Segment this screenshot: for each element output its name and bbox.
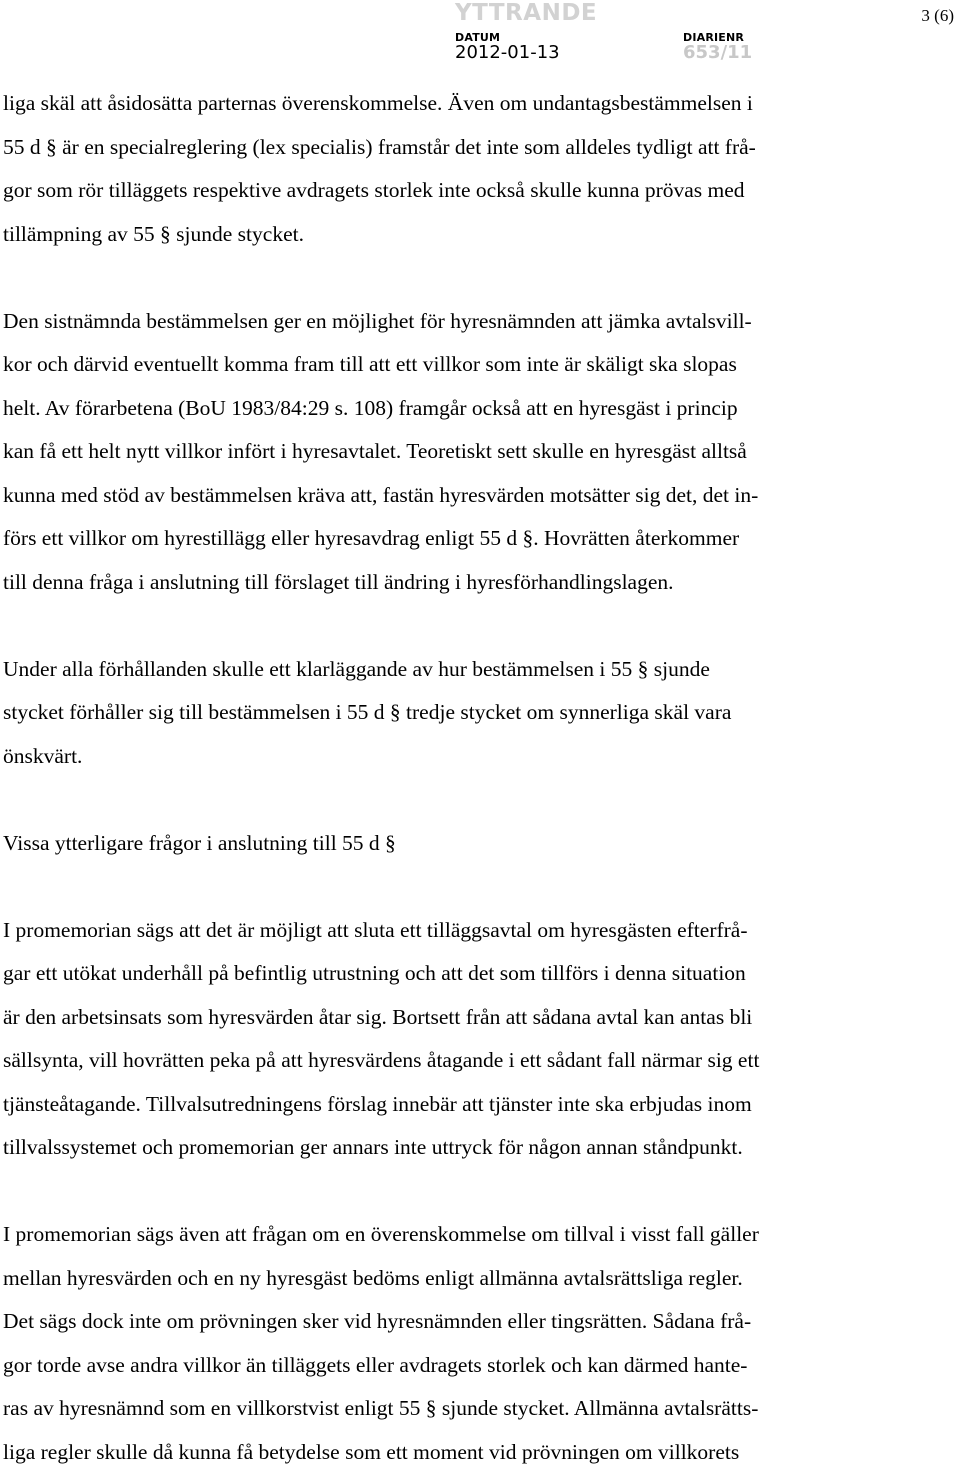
text-line: I promemorian sägs även att frågan om en överenskommelse om tillval i visst fall gäller xyxy=(3,1222,759,1246)
text-line: önskvärt. xyxy=(3,743,83,768)
paragraph xyxy=(3,648,923,779)
text-line: tjänsteåtagande. Tillvalsutredningens förslag innebär att tjänster inte ska erbjudas inom xyxy=(3,1091,752,1116)
section-heading xyxy=(3,822,923,866)
diarienr-label: DIARIENR xyxy=(683,31,745,44)
paragraph-gap xyxy=(3,604,923,648)
text-line: 55 d § är en specialreglering (lex specialis) framstår det inte som alldeles tydligt att frå- xyxy=(3,134,756,159)
text-line: liga skäl att åsidosätta parternas överenskommelse. Även om undantagsbestämmelsen i xyxy=(3,91,753,115)
paragraph-gap xyxy=(3,256,923,300)
text-line: sällsynta, vill hovrätten peka på att hyresvärdens åtagande i ett sådant fall närmar sig ett xyxy=(3,1048,760,1072)
text-line: Den sistnämnda bestämmelsen ger en möjlighet för hyresnämnden att jämka avtalsvill- xyxy=(3,308,752,333)
text-line: stycket förhåller sig till bestämmelsen i 55 d § tredje stycket om synnerliga skäl vara xyxy=(3,700,732,724)
text-line: tillvalssystemet och promemorian ger annars inte uttryck för någon annan ståndpunkt. xyxy=(3,1135,743,1159)
document-body xyxy=(3,82,923,1474)
paragraph xyxy=(3,300,923,605)
datum-label: DATUM xyxy=(455,31,501,44)
text-line: helt. Av förarbetena (BoU 1983/84:29 s. 108) framgår också att en hyresgäst i princip xyxy=(3,395,738,420)
text-line: till denna fråga i anslutning till förslaget till ändring i hyresförhandlingslagen. xyxy=(3,569,674,594)
text-line: gor som rör tilläggets respektive avdragets storlek inte också skulle kunna prövas med xyxy=(3,178,745,202)
text-line: kan få ett helt nytt villkor infört i hyresavtalet. Teoretiskt sett skulle en hyresgäst alltså xyxy=(3,439,747,463)
text-line: förs ett villkor om hyrestillägg eller hyresavdrag enligt 55 d §. Hovrätten återkommer xyxy=(3,526,740,550)
text-line: ras av hyresnämnd som en villkorstvist enligt 55 § sjunde stycket. Allmänna avtalsrätts- xyxy=(3,1396,759,1420)
paragraph xyxy=(3,1213,923,1474)
section-heading-text: Vissa ytterligare frågor i anslutning till 55 d § xyxy=(3,830,396,855)
text-line: kor och därvid eventuellt komma fram till att ett villkor som inte är skäligt ska slopas xyxy=(3,352,737,376)
document-type: YTTRANDE xyxy=(455,0,598,26)
text-line: I promemorian sägs att det är möjligt att sluta ett tilläggsavtal om hyresgästen efterfrå- xyxy=(3,917,748,942)
paragraph xyxy=(3,909,923,1170)
datum-value: 2012-01-13 xyxy=(455,42,560,63)
text-line: gor torde avse andra villkor än tilläggets eller avdragets storlek och kan därmed hante- xyxy=(3,1352,748,1377)
page-number: 3 (6) xyxy=(921,6,954,25)
text-line: Det sägs dock inte om prövningen sker vid hyresnämnden eller tingsrätten. Sådana frå- xyxy=(3,1309,752,1333)
text-line: tillämpning av 55 § sjunde stycket. xyxy=(3,221,304,246)
text-line: gar ett utökat underhåll på befintlig utrustning och att det som tillförs i denna situation xyxy=(3,961,746,985)
text-line: liga regler skulle då kunna få betydelse som ett moment vid prövningen om villkorets xyxy=(3,1439,740,1464)
text-line: är den arbetsinsats som hyresvärden åtar sig. Bortsett från att sådana avtal kan antas bli xyxy=(3,1004,753,1029)
diarienr-value: 653/11 xyxy=(683,42,753,63)
paragraph-gap xyxy=(3,778,923,822)
text-line: mellan hyresvärden och en ny hyresgäst bedöms enligt allmänna avtalsrättsliga regler. xyxy=(3,1265,743,1290)
paragraph-gap xyxy=(3,1170,923,1214)
text-line: kunna med stöd av bestämmelsen kräva att, fastän hyresvärden motsätter sig det, det in- xyxy=(3,482,759,507)
paragraph-gap xyxy=(3,865,923,909)
text-line: Under alla förhållanden skulle ett klarläggande av hur bestämmelsen i 55 § sjunde xyxy=(3,656,710,681)
paragraph xyxy=(3,82,923,256)
